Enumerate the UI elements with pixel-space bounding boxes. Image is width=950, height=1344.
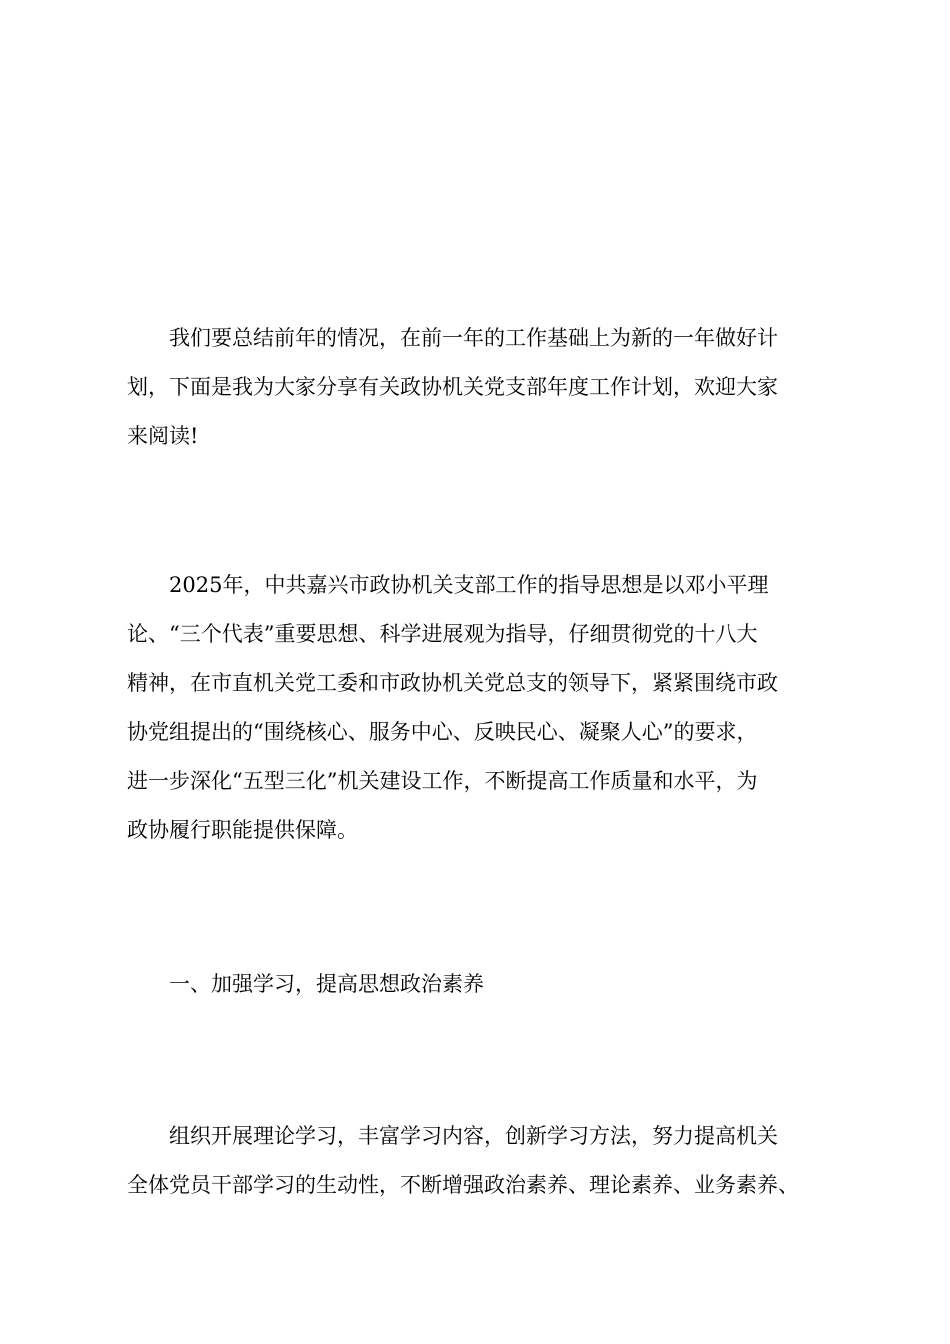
section-one-heading — [127, 974, 837, 1023]
text-line: 2025年，中共嘉兴市政协机关支部工作的指导思想是以邓小平理 — [127, 573, 769, 597]
text-line: 协党组提出的“围绕核心、服务中心、反映民心、凝聚人心”的要求， — [127, 720, 758, 744]
text-line: 我们要总结前年的情况，在前一年的工作基础上为新的一年做好计 — [127, 326, 778, 350]
study-paragraph — [127, 1126, 837, 1224]
text-line: 全体党员干部学习的生动性，不断增强政治素养、理论素养、业务素养、 — [127, 1173, 799, 1197]
text-line: 精神，在市直机关党工委和市政协机关党总支的领导下，紧紧围绕市政 — [127, 671, 778, 695]
intro-paragraph — [127, 328, 837, 475]
text-line: 进一步深化“五型三化”机关建设工作，不断提高工作质量和水平，为 — [127, 769, 758, 793]
guiding-thought-paragraph — [127, 575, 837, 869]
heading-line: 一、加强学习，提高思想政治素养 — [127, 972, 484, 996]
text-line: 划，下面是我为大家分享有关政协机关党支部年度工作计划，欢迎大家 — [127, 375, 778, 399]
text-line: 来阅读! — [127, 424, 199, 448]
text-line: 论、“三个代表”重要思想、科学进展观为指导，仔细贯彻党的十八大 — [127, 622, 758, 646]
text-line: 组织开展理论学习，丰富学习内容，创新学习方法，努力提高机关 — [127, 1124, 778, 1148]
text-line: 政协履行职能提供保障。 — [127, 818, 358, 842]
